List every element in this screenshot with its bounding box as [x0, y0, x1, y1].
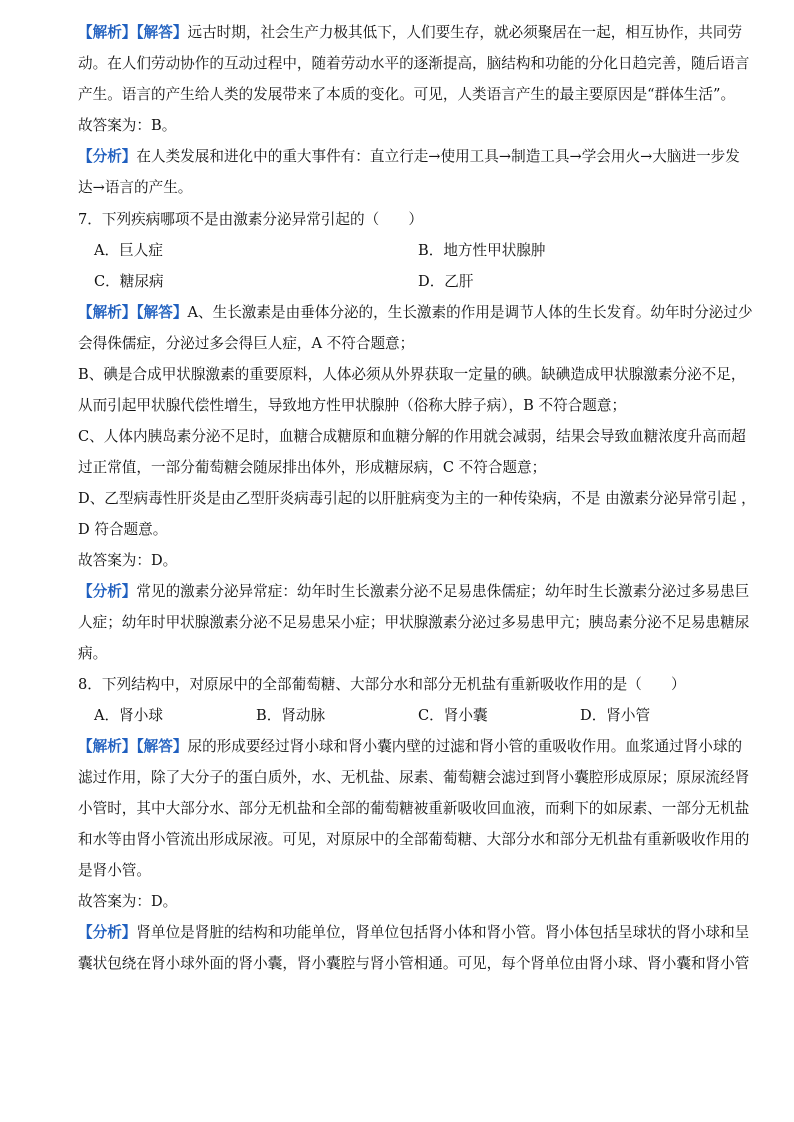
jieda-tag: 【解答】 — [136, 738, 188, 755]
q7-answer-line-3: B、碘是合成甲状腺激素的重要原料，人体必须从外界获取一定量的碘。缺碘造成甲状腺激素分泌不足， — [78, 366, 746, 383]
q6-answer-text: 远古时期，社会生产力极其低下，人们要生存，就必须聚居在一起，相互协作，共同劳 — [187, 24, 743, 41]
fenxi-tag: 【分析】 — [78, 924, 137, 941]
jiexi-tag: 【解析】 — [78, 738, 137, 755]
q8-answer-line-5: 是肾小管。 — [78, 862, 151, 879]
q8-answer-line-4: 和水等由肾小管流出形成尿液。可见，对原尿中的全部葡萄糖、大部分水和部分无机盐有重新吸收作用的 — [78, 831, 750, 848]
q7-option-b: B．地方性甲状腺肿 — [418, 242, 546, 259]
q7-answer-line-6: 过正常值，一部分葡萄糖会随尿排出体外，形成糖尿病，C 不符合题意； — [78, 459, 547, 476]
fenxi-tag: 【分析】 — [78, 583, 137, 600]
q7-analysis-line-1 — [78, 583, 758, 601]
q8-option-c: C．肾小囊 — [418, 707, 488, 724]
q8-option-a: A．肾小球 — [94, 707, 163, 724]
q8-option-d: D．肾小管 — [580, 707, 651, 724]
q8-answer-line-3: 小管时，其中大部分水、部分无机盐和全部的葡萄糖被重新吸收回血液，而剩下的如尿素、一部分无机盐 — [78, 800, 750, 817]
q8-option-b: B．肾动脉 — [256, 707, 326, 724]
fenxi-tag: 【分析】 — [78, 148, 137, 165]
q7-answer-line-1 — [78, 304, 758, 322]
q8-analysis-text: 肾单位是肾脏的结构和功能单位，肾单位包括肾小体和肾小管。肾小体包括呈球状的肾小球和呈 — [136, 924, 750, 941]
jiexi-tag: 【解析】 — [78, 304, 137, 321]
q8-answer-text: 尿的形成要经过肾小球和肾小囊内壁的过滤和肾小管的重吸收作用。血浆通过肾小球的 — [187, 738, 743, 755]
q7-analysis-text: 常见的激素分泌异常症：幼年时生长激素分泌不足易患侏儒症；幼年时生长激素分泌过多易患巨 — [136, 583, 750, 600]
q6-analysis-line-2: 达→语言的产生。 — [78, 179, 193, 196]
q7-answer-line-4: 从而引起甲状腺代偿性增生，导致地方性甲状腺肿（俗称大脖子病），B 不符合题意； — [78, 397, 627, 414]
q7-answer-line-7: D、乙型病毒性肝炎是由乙型肝炎病毒引起的以肝脏病变为主的一种传染病，不是 由激素分泌异常引起 ， — [78, 490, 756, 507]
q7-analysis-line-2: 人症；幼年时甲状腺激素分泌不足易患呆小症；甲状腺激素分泌过多易患甲亢；胰岛素分泌不足易患糖尿 — [78, 614, 750, 631]
q7-answer-line-8: D 符合题意。 — [78, 521, 168, 538]
jiexi-tag: 【解析】 — [78, 24, 137, 41]
q7-stem: 7．下列疾病哪项不是由激素分泌异常引起的（ ） — [78, 211, 423, 228]
q6-analysis-line-1 — [78, 148, 758, 166]
q6-final-answer: 故答案为：B。 — [78, 117, 177, 134]
q7-answer-text: A、生长激素是由垂体分泌的，生长激素的作用是调节人体的生长发育。幼年时分泌过少 — [187, 304, 753, 321]
q8-final-answer: 故答案为：D。 — [78, 893, 178, 910]
q6-answer-line-3: 产生。语言的产生给人类的发展带来了本质的变化。可见，人类语言产生的最主要原因是“群体生活”。 — [78, 86, 736, 103]
q7-final-answer: 故答案为：D。 — [78, 552, 178, 569]
q8-analysis-line-1 — [78, 924, 758, 942]
q7-option-a: A．巨人症 — [94, 242, 163, 259]
q7-answer-line-5: C、人体内胰岛素分泌不足时，血糖合成糖原和血糖分解的作用就会减弱，结果会导致血糖浓度升高而超 — [78, 428, 746, 445]
q8-analysis-line-2: 囊状包绕在肾小球外面的肾小囊，肾小囊腔与肾小管相通。可见，每个肾单位由肾小球、肾小囊和肾小管 — [78, 955, 750, 972]
q6-answer-line-2: 动。在人们劳动协作的互动过程中，随着劳动水平的逐渐提高，脑结构和功能的分化日趋完善，随后语言 — [78, 55, 750, 72]
q7-analysis-line-3: 病。 — [78, 645, 108, 662]
q8-answer-line-2: 滤过作用，除了大分子的蛋白质外，水、无机盐、尿素、葡萄糖会滤过到肾小囊腔形成原尿；原尿流经肾 — [78, 769, 750, 786]
q7-option-d: D．乙肝 — [418, 273, 474, 290]
jieda-tag: 【解答】 — [136, 304, 188, 321]
q8-answer-line-1 — [78, 738, 758, 756]
q6-analysis-text: 在人类发展和进化中的重大事件有：直立行走→使用工具→制造工具→学会用火→大脑进一步发 — [136, 148, 740, 165]
q7-answer-line-2: 会得侏儒症，分泌过多会得巨人症，A 不符合题意； — [78, 335, 415, 352]
q8-stem: 8．下列结构中，对原尿中的全部葡萄糖、大部分水和部分无机盐有重新吸收作用的是（ ） — [78, 676, 686, 693]
jieda-tag: 【解答】 — [136, 24, 188, 41]
q6-answer-line-1 — [78, 24, 758, 42]
q7-option-c: C．糖尿病 — [94, 273, 164, 290]
